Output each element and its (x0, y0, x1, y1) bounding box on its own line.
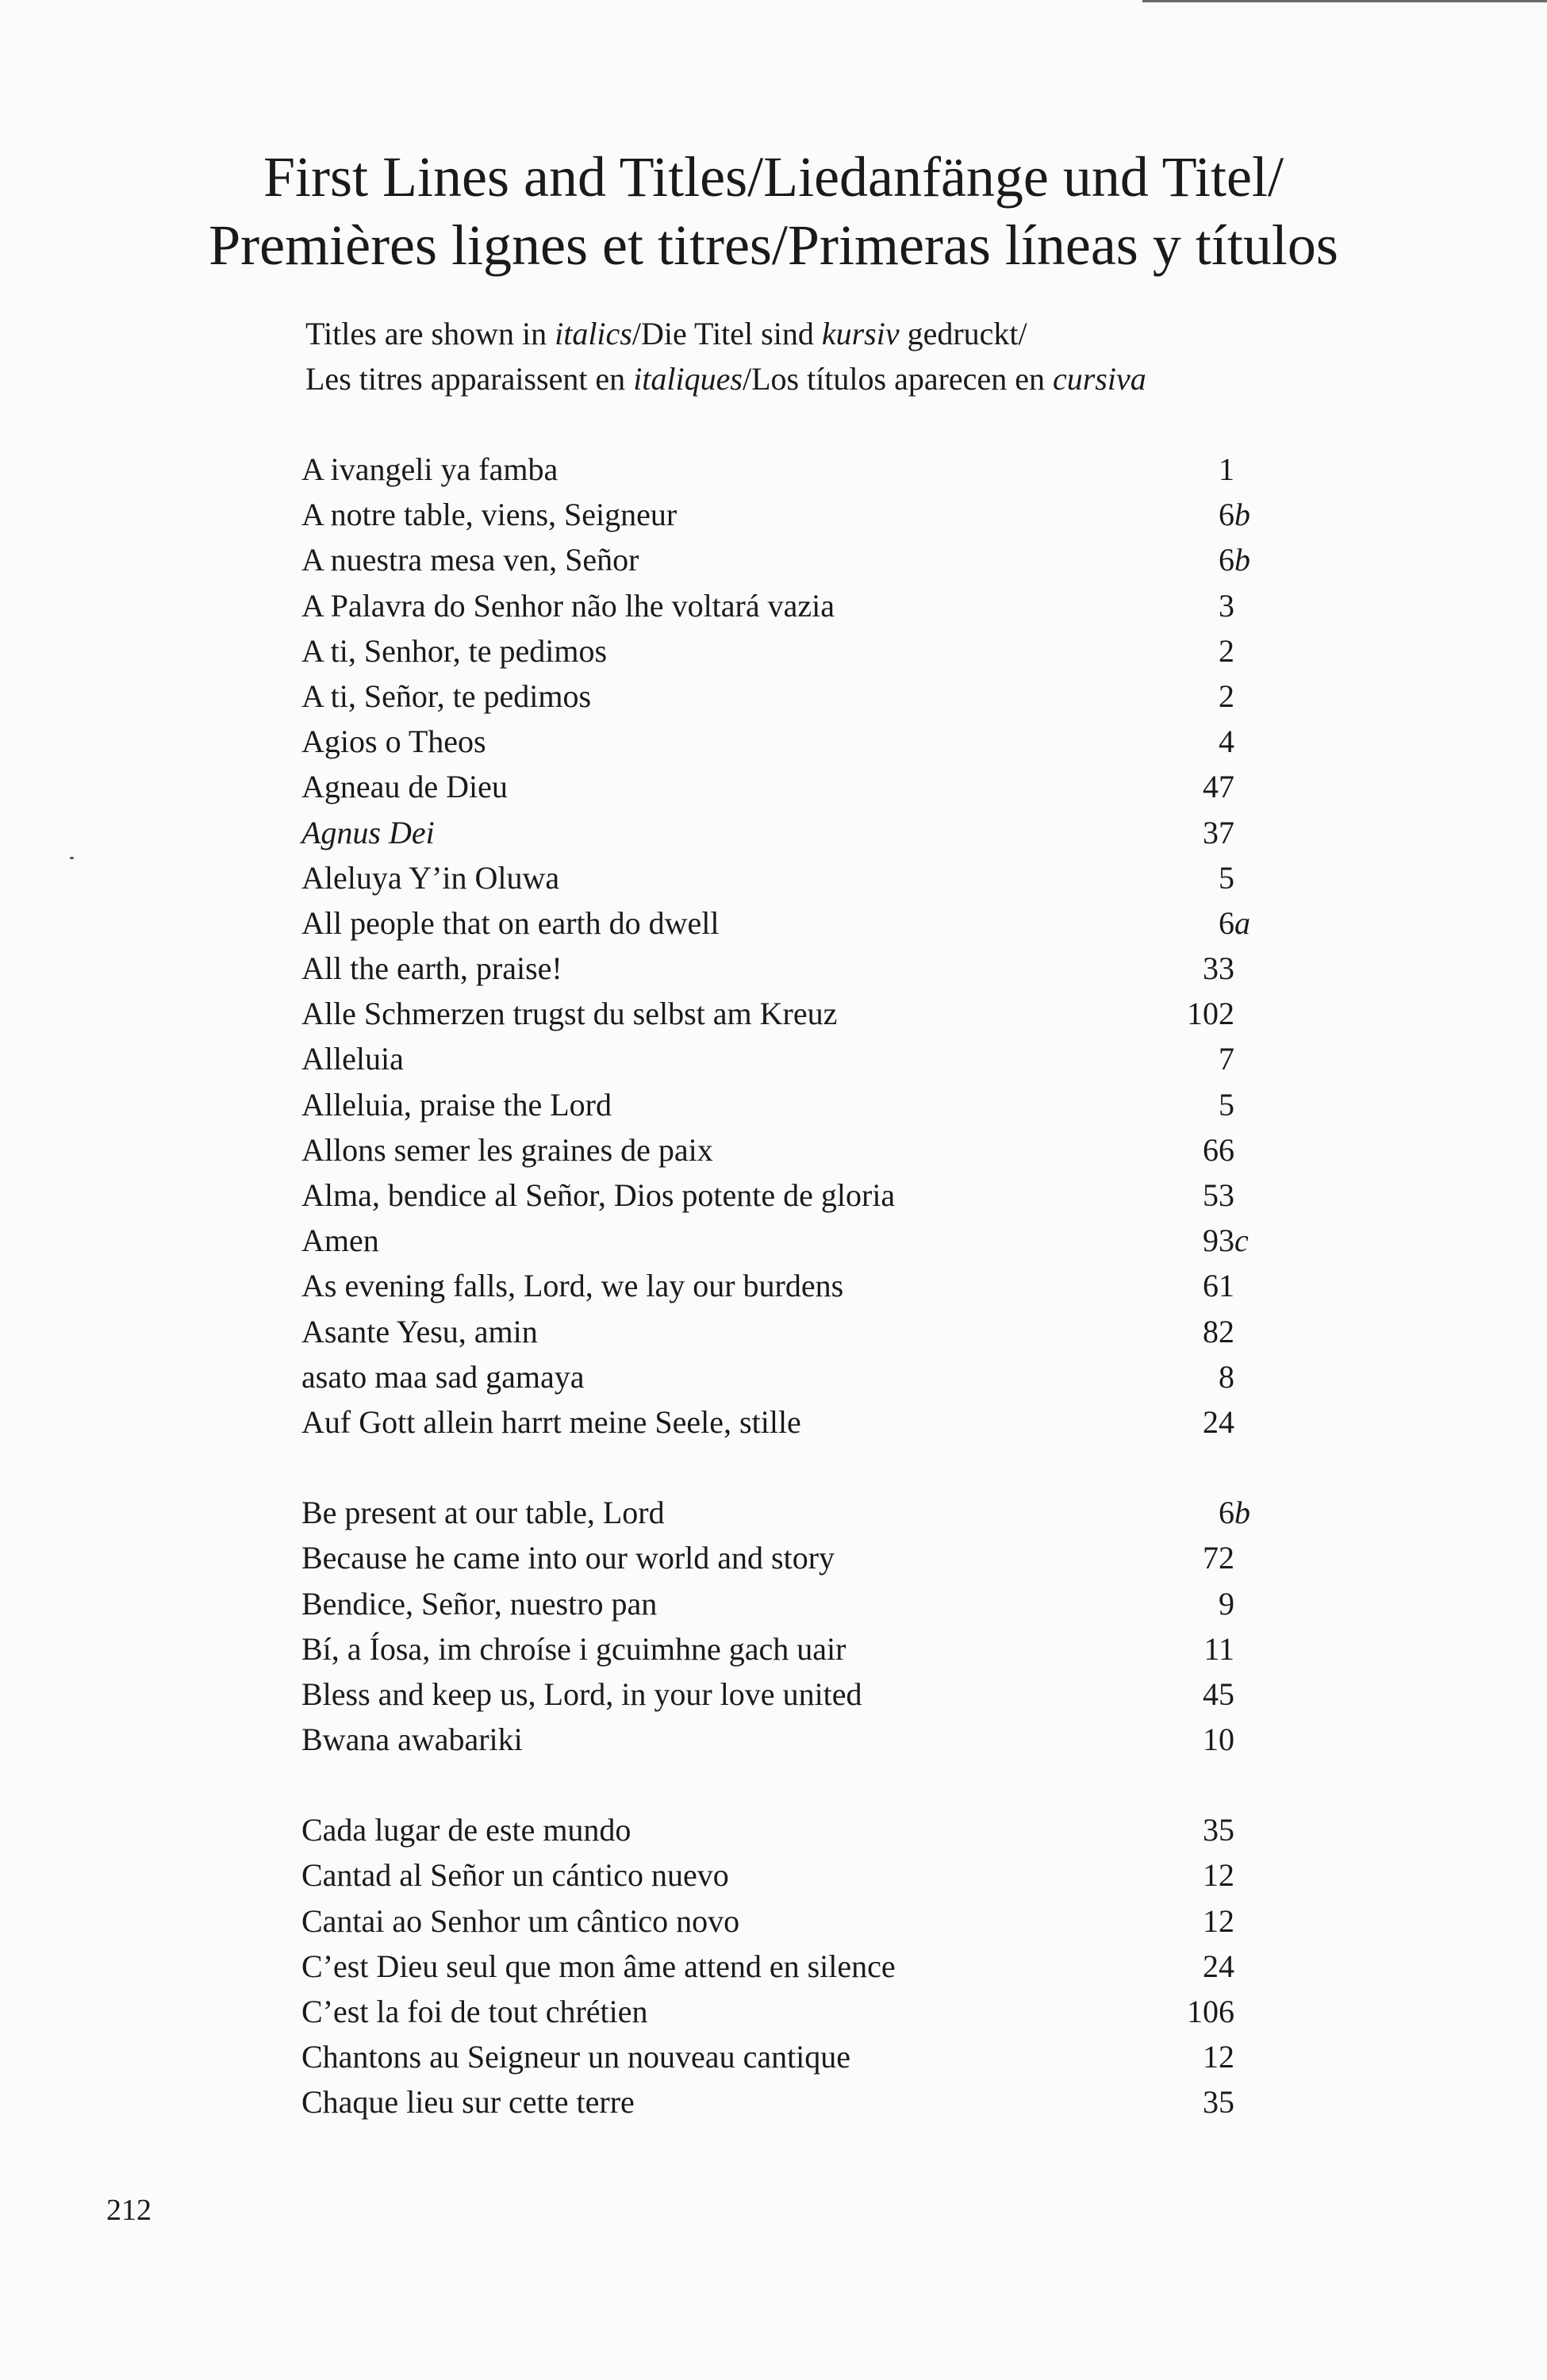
scan-speck (70, 857, 74, 859)
index-entry (301, 1127, 1285, 1173)
italics-note-line-1 (305, 311, 1337, 356)
index-entry (301, 1852, 1285, 1898)
hymn-number: 47 (1203, 769, 1234, 805)
entry-first-line: Because he came into our world and story (301, 1540, 835, 1576)
entry-first-line: A ti, Senhor, te pedimos (301, 632, 608, 669)
entry-first-line: Agios o Theos (301, 724, 486, 760)
entry-hymn-number (1127, 855, 1253, 900)
hymn-number: 3 (1219, 587, 1234, 624)
index-entry (301, 764, 1285, 809)
italic-term: italics (555, 316, 632, 351)
entry-hymn-number (1127, 537, 1253, 582)
entry-first-line: Alleluia (301, 1041, 404, 1077)
entry-first-line: A Palavra do Senhor não lhe voltará vazia (301, 587, 835, 624)
entry-hymn-number (1127, 1399, 1253, 1445)
index-entry (301, 1354, 1285, 1399)
hymn-number: 102 (1187, 996, 1234, 1032)
entry-hymn-number (1127, 2079, 1253, 2125)
hymn-number: 61 (1203, 1268, 1234, 1304)
index-entry (301, 2034, 1285, 2079)
hymn-number: 5 (1219, 1086, 1234, 1123)
entry-first-line: Alleluia, praise the Lord (301, 1086, 612, 1123)
entry-hymn-number (1127, 1173, 1253, 1218)
entry-first-line: asato maa sad gamaya (301, 1358, 585, 1395)
hymn-number: 35 (1203, 1812, 1234, 1848)
entry-first-line: Agneau de Dieu (301, 769, 508, 805)
hymn-number: 4 (1219, 724, 1234, 760)
entry-first-line: Chaque lieu sur cette terre (301, 2084, 635, 2121)
entry-first-line: All people that on earth do dwell (301, 904, 720, 941)
entry-first-line: A ivangeli ya famba (301, 451, 559, 487)
hymn-number: 9 (1219, 1585, 1234, 1622)
entry-hymn-number (1127, 1218, 1253, 1263)
index-entry (301, 1263, 1285, 1308)
entry-hymn-number (1127, 1989, 1253, 2034)
index-entry (301, 855, 1285, 900)
italic-term: cursiva (1052, 361, 1146, 397)
entry-hymn-number (1127, 810, 1253, 855)
entry-hymn-number (1127, 946, 1253, 991)
entry-hymn-number (1127, 1127, 1253, 1173)
entry-first-line: Cantad al Señor un cántico nuevo (301, 1857, 729, 1894)
entry-first-line: A nuestra mesa ven, Señor (301, 542, 639, 578)
entry-first-line: Alle Schmerzen trugst du selbst am Kreuz (301, 996, 838, 1032)
index-entry (301, 810, 1285, 855)
entry-first-line: Bí, a Íosa, im chroíse i gcuimhne gach uair (301, 1630, 846, 1667)
hymn-number: 6 (1219, 904, 1234, 941)
index-entry (301, 1535, 1285, 1580)
index-entry (301, 946, 1285, 991)
group-spacer (301, 1762, 1285, 1807)
hymn-number: 93 (1203, 1223, 1234, 1259)
hymn-number: 45 (1203, 1676, 1234, 1712)
page-title-line-2: Premières lignes et titres/Primeras líneas y títulos (209, 213, 1338, 277)
entry-first-line: Cada lugar de este mundo (301, 1812, 631, 1848)
hymn-number-suffix: b (1234, 542, 1250, 578)
page-title-line-1: First Lines and Titles/Liedanfänge und Titel/ (263, 145, 1284, 209)
entry-hymn-number (1127, 1581, 1253, 1626)
hymn-number: 66 (1203, 1131, 1234, 1168)
index-entry (301, 1309, 1285, 1354)
entry-hymn-number (1127, 583, 1253, 628)
index-entry (301, 2079, 1285, 2125)
entry-first-line: Bendice, Señor, nuestro pan (301, 1585, 658, 1622)
entry-first-line: A ti, Señor, te pedimos (301, 678, 592, 714)
entry-hymn-number (1127, 1672, 1253, 1717)
index-entry (301, 1717, 1285, 1762)
index-entry (301, 991, 1285, 1036)
entry-hymn-number (1127, 1309, 1253, 1354)
entry-first-line: Chantons au Seigneur un nouveau cantique (301, 2039, 851, 2075)
entry-hymn-number (1127, 1898, 1253, 1944)
index-entry (301, 1672, 1285, 1717)
italic-term: kursiv (821, 316, 900, 351)
hymn-number: 6 (1219, 497, 1234, 533)
hymn-number: 53 (1203, 1177, 1234, 1213)
index-entry (301, 628, 1285, 674)
entry-first-line: Bwana awabariki (301, 1722, 523, 1758)
entry-hymn-number (1127, 900, 1253, 946)
hymn-number: 35 (1203, 2084, 1234, 2121)
hymn-number-suffix: b (1234, 1495, 1250, 1531)
letter-group (301, 1807, 1285, 2125)
index-entry (301, 492, 1285, 537)
index-entry (301, 900, 1285, 946)
hymn-number: 24 (1203, 1948, 1234, 1984)
entry-first-line: Alma, bendice al Señor, Dios potente de gloria (301, 1177, 896, 1213)
entry-hymn-number (1127, 1807, 1253, 1852)
index-entry (301, 1399, 1285, 1445)
index-entry (301, 1989, 1285, 2034)
hymn-number: 33 (1203, 950, 1234, 987)
hymn-number: 5 (1219, 859, 1234, 896)
index-entry (301, 1944, 1285, 1989)
entry-hymn-number (1127, 1263, 1253, 1308)
entry-first-line: A notre table, viens, Seigneur (301, 497, 678, 533)
hymn-number: 106 (1187, 1994, 1234, 2029)
hymn-number: 2 (1219, 632, 1234, 669)
note-text: /Los títulos aparecen en (742, 361, 1053, 397)
index-entry (301, 1218, 1285, 1263)
italic-term: italiques (633, 361, 743, 397)
entry-first-line: Bless and keep us, Lord, in your love united (301, 1676, 862, 1712)
letter-group (301, 1490, 1285, 1762)
entry-first-line: C’est la foi de tout chrétien (301, 1994, 648, 2029)
index-entry (301, 447, 1285, 492)
letter-group (301, 447, 1285, 1445)
entry-first-line: Amen (301, 1223, 379, 1259)
entry-first-line: All the earth, praise! (301, 950, 562, 987)
index-entry (301, 674, 1285, 719)
hymn-number: 12 (1203, 1857, 1234, 1894)
index-entry (301, 1898, 1285, 1944)
entry-first-line: Asante Yesu, amin (301, 1313, 538, 1349)
entry-hymn-number (1127, 1354, 1253, 1399)
entry-first-line: Aleluya Y’in Oluwa (301, 859, 560, 896)
entry-hymn-number (1127, 1535, 1253, 1580)
hymn-number: 6 (1219, 1495, 1234, 1531)
note-text: Titles are shown in (305, 316, 555, 351)
entry-hymn-number (1127, 674, 1253, 719)
hymn-number: 24 (1203, 1403, 1234, 1440)
index-entry (301, 1036, 1285, 1081)
entry-hymn-number (1127, 764, 1253, 809)
hymn-number: 82 (1203, 1313, 1234, 1349)
index-entry (301, 1581, 1285, 1626)
index-entry (301, 1082, 1285, 1127)
hymn-number: 11 (1203, 1630, 1234, 1667)
note-text: /Die Titel sind (631, 316, 822, 351)
hymn-number: 6 (1219, 542, 1234, 578)
entry-first-line: As evening falls, Lord, we lay our burdens (301, 1268, 844, 1304)
entry-hymn-number (1127, 1852, 1253, 1898)
index-entry (301, 537, 1285, 582)
hymn-number: 72 (1203, 1540, 1234, 1576)
note-text: Les titres apparaissent en (305, 361, 634, 397)
entry-title-italic: Agnus Dei (301, 814, 435, 850)
scan-edge-rule (1142, 0, 1547, 2)
index-entry (301, 1807, 1285, 1852)
page-title (159, 143, 1388, 279)
entry-hymn-number (1127, 492, 1253, 537)
hymn-number: 1 (1219, 451, 1234, 487)
entry-hymn-number (1127, 2034, 1253, 2079)
entry-first-line: Be present at our table, Lord (301, 1495, 665, 1531)
index-entry (301, 1173, 1285, 1218)
index-entry (301, 719, 1285, 764)
note-text: gedruckt/ (899, 316, 1027, 351)
hymn-number-suffix: b (1234, 497, 1250, 533)
entry-hymn-number (1127, 1082, 1253, 1127)
index-entry (301, 583, 1285, 628)
entry-hymn-number (1127, 991, 1253, 1036)
index-entry (301, 1490, 1285, 1535)
group-spacer (301, 1445, 1285, 1490)
index-entry (301, 1626, 1285, 1672)
entry-hymn-number (1127, 1717, 1253, 1762)
hymn-number: 10 (1203, 1722, 1234, 1758)
entry-hymn-number (1127, 1036, 1253, 1081)
hymn-number-suffix: c (1234, 1223, 1249, 1259)
entry-first-line: Cantai ao Senhor um cântico novo (301, 1902, 740, 1939)
entry-hymn-number (1127, 1944, 1253, 1989)
entry-first-line: Allons semer les graines de paix (301, 1131, 713, 1168)
entry-hymn-number (1127, 628, 1253, 674)
entry-first-line: C’est Dieu seul que mon âme attend en silence (301, 1948, 896, 1984)
entry-hymn-number (1127, 1490, 1253, 1535)
page-number: 212 (106, 2194, 152, 2227)
entry-hymn-number (1127, 719, 1253, 764)
hymn-number: 2 (1219, 678, 1234, 714)
italics-note-line-2 (305, 356, 1337, 401)
hymn-number: 12 (1203, 1902, 1234, 1939)
hymn-number: 12 (1203, 2039, 1234, 2075)
hymn-number: 37 (1203, 814, 1234, 850)
index-list (301, 447, 1285, 2125)
hymn-number: 8 (1219, 1358, 1234, 1395)
entry-hymn-number (1127, 447, 1253, 492)
entry-hymn-number (1127, 1626, 1253, 1672)
hymn-number-suffix: a (1234, 904, 1250, 941)
entry-first-line: Auf Gott allein harrt meine Seele, stille (301, 1403, 801, 1440)
hymn-number: 7 (1219, 1041, 1234, 1077)
italics-note (305, 311, 1337, 401)
